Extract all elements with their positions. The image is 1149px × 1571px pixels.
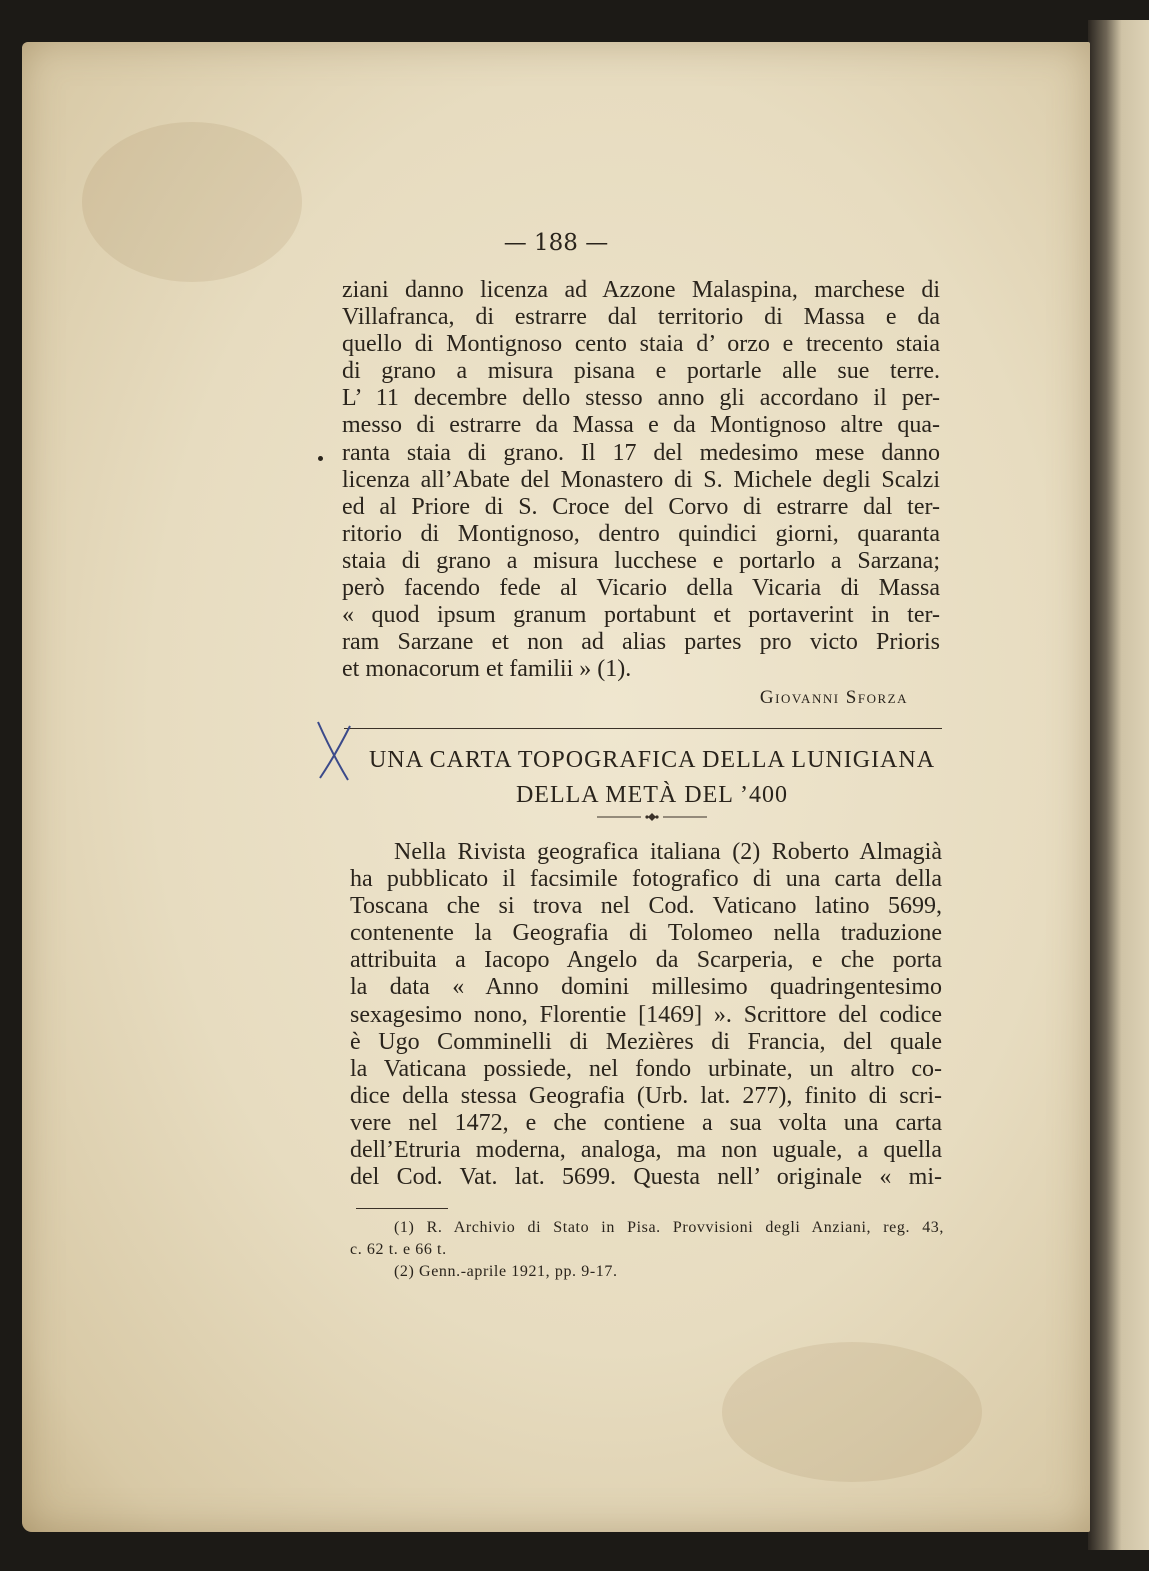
text-line: L’ 11 decembre dello stesso anno gli accordano il per- — [342, 385, 940, 412]
text-line: ranta staia di grano. Il 17 del medesimo mese danno — [342, 439, 940, 466]
text-line: ziani danno licenza ad Azzone Malaspina, marchese di — [342, 277, 940, 303]
text-line: et monacorum et familii » (1). — [342, 656, 632, 683]
text-line: di grano a misura pisana e portarle alle sue terre. — [342, 358, 940, 385]
book-page — [22, 42, 1090, 1532]
text-line: ha pubblicato il facsimile fotografico di una carta della — [350, 866, 942, 893]
footnote-1-continued: c. 62 t. e 66 t. — [350, 1241, 447, 1258]
text-line: licenza all’Abate del Monastero di S. Michele degli Scalzi — [342, 466, 940, 493]
text-line: però facendo fede al Vicario della Vicaria di Massa — [342, 575, 940, 602]
text-line: ram Sarzane et non ad alias partes pro victo Prioris — [342, 629, 940, 656]
text-line: attribuita a Iacopo Angelo da Scarperia, e che porta — [350, 947, 942, 974]
footnotes — [350, 1217, 944, 1283]
text-line: dice della stessa Geografia (Urb. lat. 277), finito di scri- — [350, 1082, 942, 1109]
text-line: staia di grano a misura lucchese e portarlo a Sarzana; — [342, 547, 940, 574]
text-line: Villafranca, di estrarre dal territorio di Massa e da — [342, 304, 940, 331]
text-line: Nella Rivista geografica italiana (2) Roberto Almagià — [394, 839, 942, 865]
article-title-line-2: DELLA METÀ DEL ’400 — [515, 782, 789, 808]
margin-dot — [318, 456, 323, 461]
text-line: quello di Montignoso cento staia d’ orzo e trecento staia — [342, 331, 940, 358]
paper-stain — [82, 122, 302, 282]
text-line: la data « Anno domini millesimo quadringentesimo — [350, 974, 942, 1001]
text-line: Toscana che si trova nel Cod. Vaticano latino 5699, — [350, 893, 942, 920]
text-line: è Ugo Comminelli di Mezières di Francia, del quale — [350, 1028, 942, 1055]
page-number: — 188 — — [503, 230, 609, 256]
text-line: ed al Priore di S. Croce del Corvo di estrarre dal ter- — [342, 493, 940, 520]
article-title-line-1: UNA CARTA TOPOGRAFICA DELLA LUNIGIANA — [368, 747, 936, 773]
text-line: contenente la Geografia di Tolomeo nella traduzione — [350, 920, 942, 947]
text-section-2 — [350, 839, 942, 1191]
pencil-mark-x-icon — [314, 720, 354, 782]
ornament-divider-icon — [597, 811, 707, 823]
paper-stain — [722, 1342, 982, 1482]
text-section-1 — [342, 277, 940, 683]
text-line: sexagesimo nono, Florentie [1469] ». Scrittore del codice — [350, 1001, 942, 1028]
text-line: vere nel 1472, e che contiene a sua volta una carta — [350, 1109, 942, 1136]
book-spine — [1088, 20, 1149, 1550]
author-signature: Giovanni Sforza — [759, 687, 908, 708]
text-line: la Vaticana possiede, nel fondo urbinate, un altro co- — [350, 1055, 942, 1082]
text-line: messo di estrarre da Massa e da Montignoso altre qua- — [342, 412, 940, 439]
text-line: dell’Etruria moderna, analoga, ma non uguale, a quella — [350, 1137, 942, 1164]
section-divider — [344, 728, 942, 729]
footnote-1: (1) R. Archivio di Stato in Pisa. Provvisioni degli Anziani, reg. 43, — [394, 1219, 944, 1236]
text-line: « quod ipsum granum portabunt et portaverint in ter- — [342, 602, 940, 629]
text-line: ritorio di Montignoso, dentro quindici giorni, quaranta — [342, 520, 940, 547]
footnote-2: (2) Genn.-aprile 1921, pp. 9-17. — [394, 1263, 618, 1280]
footnote-divider — [356, 1208, 448, 1209]
text-line: del Cod. Vat. lat. 5699. Questa nell’ originale « mi- — [350, 1164, 942, 1191]
